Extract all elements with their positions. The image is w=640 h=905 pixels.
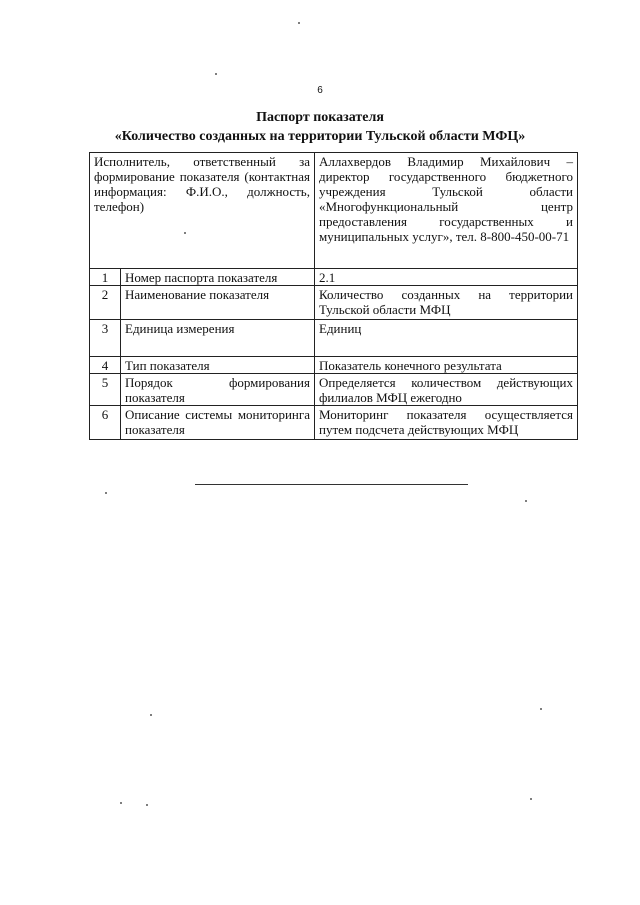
row-value: Единиц (315, 320, 578, 357)
document-title: Паспорт показателя (256, 110, 384, 125)
row-label: Наименование показателя (121, 286, 315, 320)
row-label: Единица измерения (121, 320, 315, 357)
row-number: 3 (90, 320, 121, 357)
row-label: Тип показателя (121, 357, 315, 374)
scan-speck (184, 232, 186, 234)
row-label: Порядок формирования показателя (121, 374, 315, 406)
passport-table (89, 152, 578, 440)
page-number: 6 (317, 85, 323, 96)
executor-label: Исполнитель, ответственный за формирование показателя (контактная информация: Ф.И.О., должность, телефон) (90, 153, 315, 269)
scan-speck (150, 714, 152, 716)
row-number: 5 (90, 374, 121, 406)
row-number: 4 (90, 357, 121, 374)
row-label: Описание системы мониторинга показателя (121, 406, 315, 440)
scan-speck (525, 500, 527, 502)
table-row (90, 374, 578, 406)
row-value: Количество созданных на территории Тульской области МФЦ (315, 286, 578, 320)
row-value: 2.1 (315, 269, 578, 286)
table-row (90, 320, 578, 357)
table-row-executor (90, 153, 578, 269)
row-value: Определяется количеством действующих филиалов МФЦ ежегодно (315, 374, 578, 406)
scan-speck (530, 798, 532, 800)
scan-speck (146, 804, 148, 806)
table-row (90, 406, 578, 440)
row-label: Номер паспорта показателя (121, 269, 315, 286)
table-row (90, 357, 578, 374)
document-subtitle: «Количество созданных на территории Тульской области МФЦ» (114, 129, 526, 144)
row-number: 6 (90, 406, 121, 440)
row-value: Мониторинг показателя осуществляется путем подсчета действующих МФЦ (315, 406, 578, 440)
row-number: 2 (90, 286, 121, 320)
scan-speck (120, 802, 122, 804)
scan-speck (215, 73, 217, 75)
table-row (90, 269, 578, 286)
scan-speck (105, 492, 107, 494)
scan-speck (298, 22, 300, 24)
scan-speck (540, 708, 542, 710)
row-number: 1 (90, 269, 121, 286)
separator-line (195, 484, 468, 485)
table-row (90, 286, 578, 320)
row-value: Показатель конечного результата (315, 357, 578, 374)
executor-value: Аллахвердов Владимир Михайлович – директор государственного бюджетного учреждения Тульской области «Многофункциональный центр предоставления государственных и муниципальных услуг», тел. 8-800-450-00-71 (315, 153, 578, 269)
